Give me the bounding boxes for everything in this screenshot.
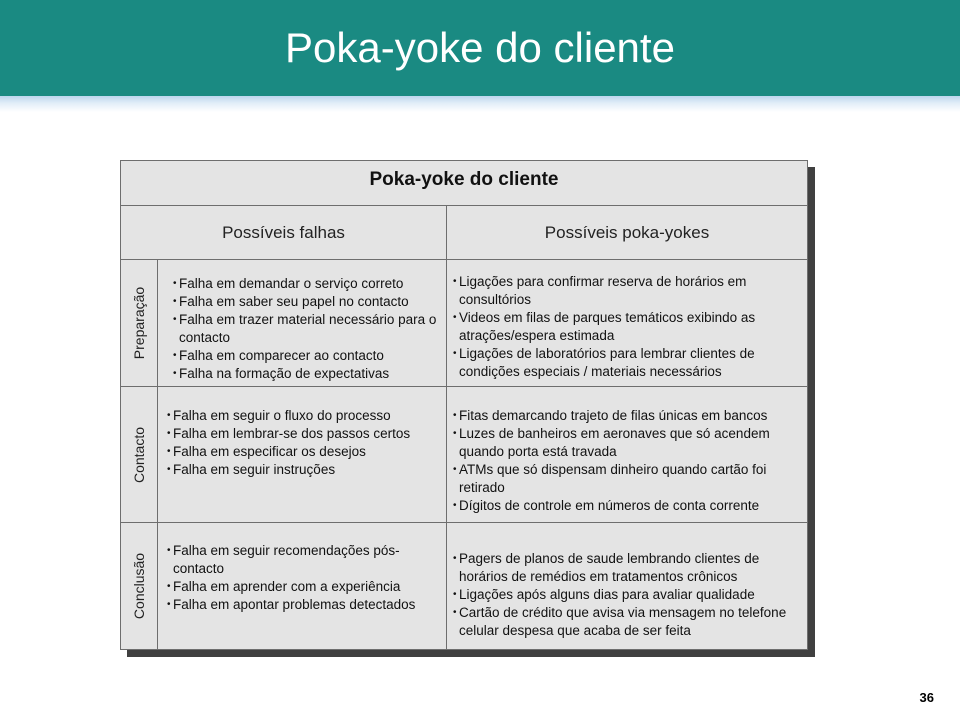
failures-list-contact — [167, 407, 443, 479]
phase-label-text: Contacto — [131, 426, 148, 483]
phase-label-preparation — [122, 260, 156, 386]
phase-label-conclusion — [122, 523, 156, 649]
list-item: • Ligações após alguns dias para avaliar qualidade — [453, 586, 799, 604]
phase-label-text: Preparação — [131, 286, 148, 360]
poka-yoke-table — [120, 160, 808, 650]
list-item: • Ligações para confirmar reserva de horários em consultórios — [453, 273, 803, 309]
list-item: • Ligações de laboratórios para lembrar clientes de condições especiais / materiais necessários — [453, 345, 803, 381]
list-item: • Falha em especificar os desejos — [167, 443, 443, 461]
failures-list-conclusion — [167, 542, 429, 614]
list-item: • Cartão de crédito que avisa via mensagem no telefone celular despesa que acaba de ser feita — [453, 604, 799, 640]
list-item: • Fitas demarcando trajeto de filas únicas em bancos — [453, 407, 805, 425]
list-item: • Dígitos de controle em números de conta corrente — [453, 497, 805, 515]
list-item: • Falha na formação de expectativas — [173, 365, 441, 383]
list-item: • Falha em lembrar-se dos passos certos — [167, 425, 443, 443]
list-item: • Pagers de planos de saude lembrando clientes de horários de remédios em tratamentos crônicos — [453, 550, 799, 586]
pokayokes-list-preparation — [453, 273, 803, 381]
list-item: • Falha em aprender com a experiência — [167, 578, 429, 596]
table-title: Poka-yoke do cliente — [369, 169, 559, 190]
slide-title: Poka-yoke do cliente — [285, 24, 675, 71]
phase-label-text: Conclusão — [131, 552, 147, 620]
list-item: • Luzes de banheiros em aeronaves que só acendem quando porta está travada — [453, 425, 805, 461]
list-item: • Falha em demandar o serviço correto — [173, 275, 441, 293]
list-item: • Falha em saber seu papel no contacto — [173, 293, 441, 311]
table-divider — [121, 205, 807, 206]
column-header-pokayokes: Possíveis poka-yokes — [544, 223, 710, 242]
table-divider — [157, 259, 158, 649]
list-item: • Falha em trazer material necessário para o contacto — [173, 311, 441, 347]
list-item: • Videos em filas de parques temáticos exibindo as atrações/espera estimada — [453, 309, 803, 345]
table-divider — [121, 259, 807, 260]
column-header-failures: Possíveis falhas — [222, 223, 345, 242]
table-divider — [121, 386, 807, 387]
title-bar-shadow — [0, 96, 960, 112]
failures-list-preparation — [173, 275, 441, 383]
list-item: • Falha em seguir recomendações pós-contacto — [167, 542, 429, 578]
phase-label-contact — [122, 387, 156, 522]
list-item: • Falha em apontar problemas detectados — [167, 596, 429, 614]
table-divider — [121, 522, 807, 523]
table-divider — [446, 205, 447, 649]
list-item: • ATMs que só dispensam dinheiro quando cartão foi retirado — [453, 461, 805, 497]
pokayokes-list-contact — [453, 407, 805, 515]
pokayokes-list-conclusion — [453, 550, 799, 640]
list-item: • Falha em seguir instruções — [167, 461, 443, 479]
list-item: • Falha em seguir o fluxo do processo — [167, 407, 443, 425]
list-item: • Falha em comparecer ao contacto — [173, 347, 441, 365]
page-number: 36 — [919, 690, 934, 705]
